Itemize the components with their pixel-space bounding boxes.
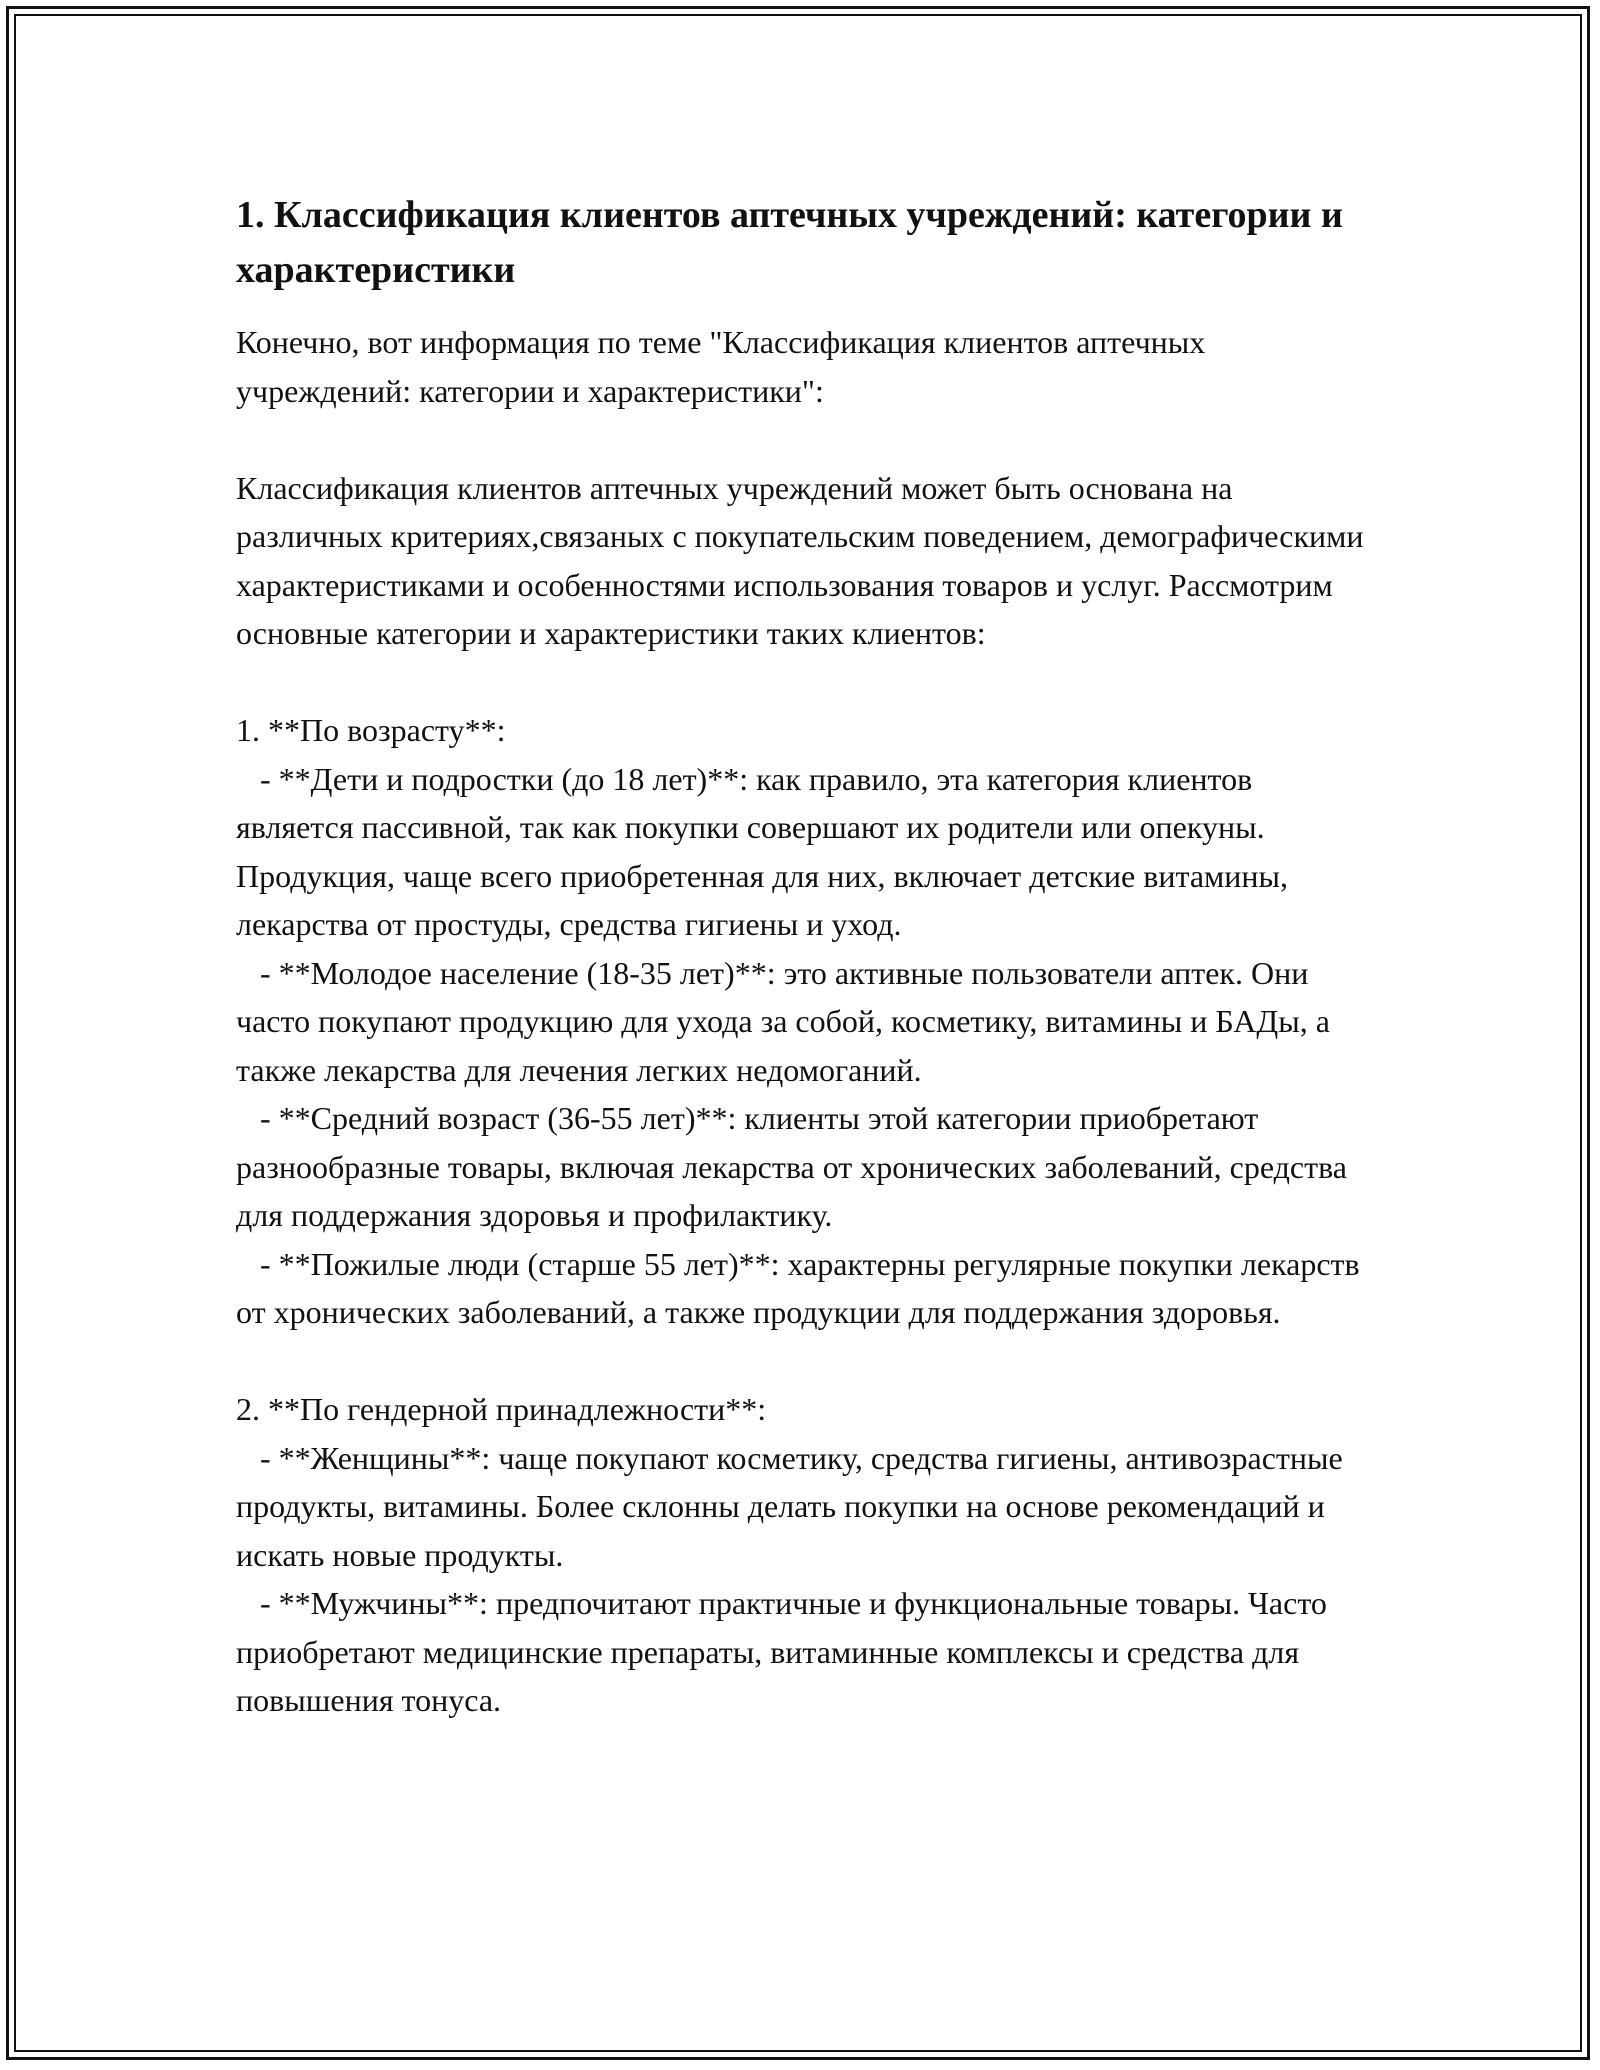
- paragraph-gap: [236, 1337, 1376, 1386]
- section-heading-gender: 2. **По гендерной принадлежности**:: [236, 1391, 767, 1427]
- paragraph-gap: [236, 658, 1376, 707]
- document-body: [236, 188, 1376, 1725]
- list-item-children: - **Дети и подростки (до 18 лет)**: как правило, эта категория клиентов является пассивной, так как покупки совершают их родители или опекуны. Продукция, чаще всего приобретенная для них, включает детские витамины, лекарства от простуды, средства гигиены и уход.: [236, 760, 1297, 942]
- paragraph-gap: [236, 415, 1376, 464]
- document-title: 1. Классификация клиентов аптечных учреждений: категории и характеристики: [236, 194, 1343, 291]
- list-item-middle-age: - **Средний возраст (36-55 лет)**: клиенты этой категории приобретают разнообразные товары, включая лекарства от хронических заболеваний, средства для поддержания здоровья и профилактику.: [236, 1100, 1355, 1233]
- list-item-men: - **Мужчины**: предпочитают практичные и функциональные товары. Часто приобретают медицинские препараты, витаминные комплексы и средства для повышения тонуса.: [236, 1585, 1335, 1718]
- overview-paragraph: Классификация клиентов аптечных учреждений может быть основана на различных критериях,связаных с покупательским поведением, демографическими характеристиками и особенностями использования товаров и услуг. Рассмотрим основные категории и характеристики таких клиентов:: [236, 469, 1372, 651]
- section-heading-age: 1. **По возрасту**:: [236, 712, 506, 748]
- intro-paragraph: Конечно, вот информация по теме "Классификация клиентов аптечных учреждений: категории и характеристики":: [236, 324, 1214, 409]
- list-item-women: - **Женщины**: чаще покупают косметику, средства гигиены, антивозрастные продукты, витамины. Более склонны делать покупки на основе рекомендаций и искать новые продукты.: [236, 1439, 1351, 1573]
- list-item-young-adults: - **Молодое население (18-35 лет)**: это активные пользователи аптек. Они часто покупают продукцию для ухода за собой, косметику, витамины и БАДы, а также лекарства для лечения легких недомоганий.: [236, 954, 1338, 1088]
- list-item-elderly: - **Пожилые люди (старше 55 лет)**: характерны регулярные покупки лекарств от хронических заболеваний, а также продукции для поддержания здоровья.: [236, 1245, 1368, 1330]
